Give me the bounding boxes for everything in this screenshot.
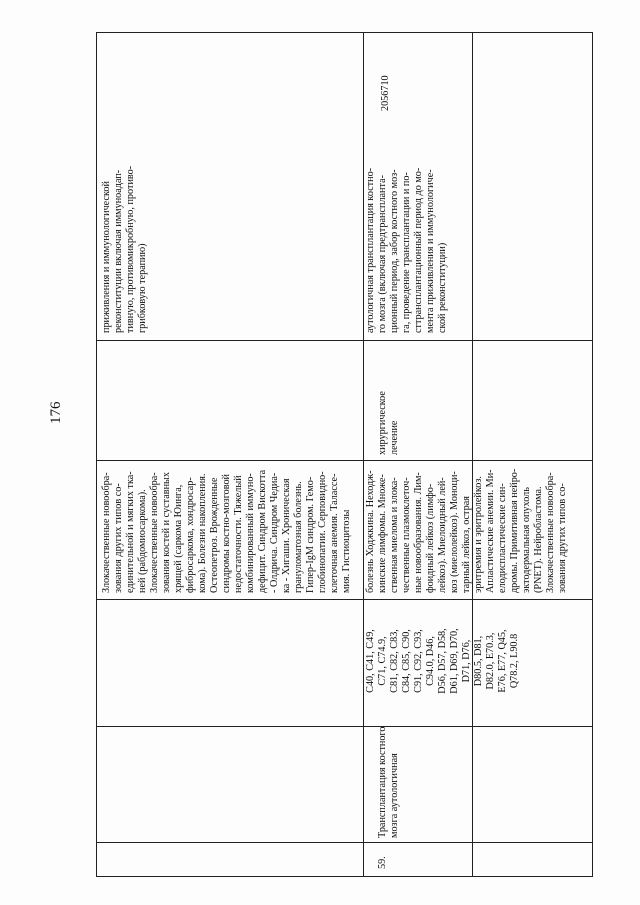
column-separator xyxy=(97,726,592,727)
icd-codes: C40, C41, C49, C71, C74.9, C81, C82, C83, C84, C85, C90, C91, C92, C93, C94.0, D46, D56, D57, D58, D61, D69, D70, D71, D76, D80.5, D81, D82.0, E70.3, E76, E77, Q45, Q78.2, L90.8 xyxy=(365,628,520,694)
id-number: 2056710 xyxy=(380,75,391,111)
column-separator xyxy=(97,460,592,461)
row-separator xyxy=(363,33,364,876)
column-separator xyxy=(97,842,592,843)
prev-row-diagnosis: Злокачественные новообра- зования других типов со- единительной и мягких тка- ней (рабдомиосаркома). Злокачественные новообра- зования костей и суставных хрящей (саркома Юинга, фибросаркома, хондросар- кома). Болезни накопления. Остеопетроз. Врожденные синдромы костно-мозговой недостаточности. Тяжелый комбинированный иммуно- дефицит. Синдром Вискотта - Олдрича. Синдром Чедиа- ка - Хигаши. Хроническая грануломатозная болезнь. Гипер-IgM синдром. Гемо- глобинопатии. Серповидно- клеточная анемия. Талассе- мия. Гистиоцитозы xyxy=(101,469,352,593)
row-separator xyxy=(472,33,473,876)
row-diagnosis: болезнь Ходжкина. Неходж- кинские лимфомы. Множе- ственная миелома и злока- чественные плазмоклеточ- ные новообразования. Лим- фоидный лейкоз (лимфо- лейкоз). Миелоидный лей- коз (миелолейкоз). Моноци- тарный лейкоз, острая эритремия и эритролейкоз. Апластические анемии. Ми- елодиспластические син- дромы. Примитивная нейро- эктодермальная опухоль (PNET). Нейробластома. Злокачественные новообра- зования других типов со- xyxy=(365,468,568,593)
procedure-name: Трансплантация костного мозга аутологичная xyxy=(377,726,400,838)
row-number: 59. xyxy=(377,856,388,869)
method-continuation: приживления и иммунологической реконституции включая иммуноадап- тивную, противомикробную, противо- грибковую терапию) xyxy=(101,165,148,333)
method-description: аутологичная трансплантация костно- го мозга (включая предтранспланта- ционный период, забор костного моз- га, проведение трансплантации и по- сттрансплантационный период до мо- мента приживления и иммунологиче- ской реконституции) xyxy=(365,167,448,333)
column-separator xyxy=(97,340,592,341)
medical-table xyxy=(96,32,593,877)
page-number: 176 xyxy=(48,401,64,424)
treatment-type: хирургическое лечение xyxy=(377,391,400,455)
